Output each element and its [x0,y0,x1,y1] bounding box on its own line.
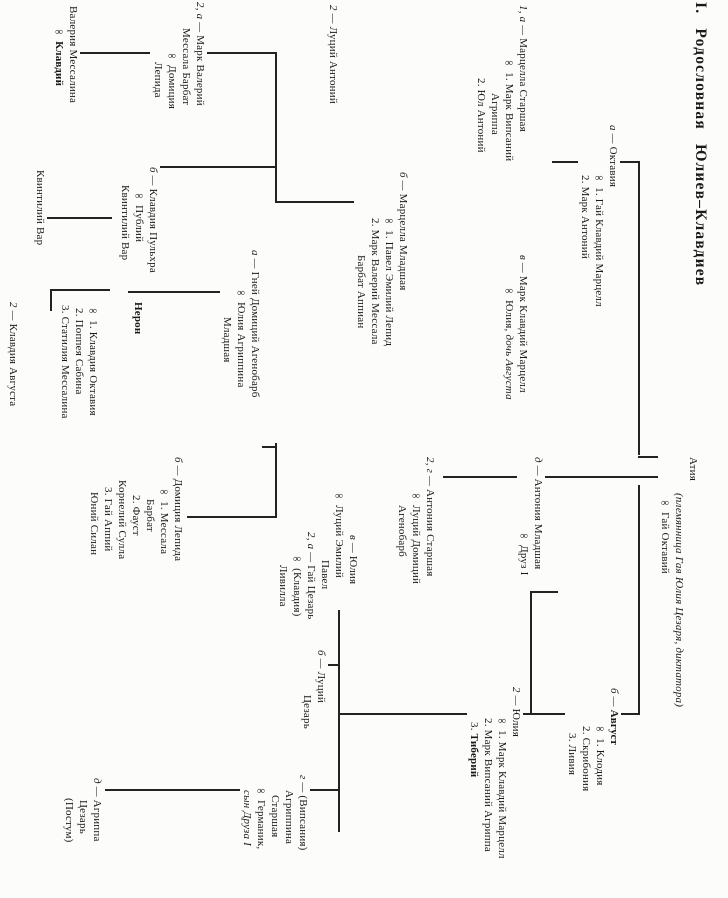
person-kvintilij-var [33,170,47,245]
text-line: ∞ Луций Домиций [410,490,422,585]
person-mark-valerij-messala-barbat [151,2,207,109]
text-line: ∞ Юлия Агриппина [235,287,247,388]
person-marcella-starshaya [474,3,530,161]
person-atia [658,455,700,707]
text-line: Юний Силан [88,492,100,556]
person-marcella-mladshaya [354,170,410,346]
text-line: Павел [319,560,331,590]
text-line: ∞ 1. Марк Випсаний [503,57,515,162]
text-line: ∞ Публий [133,190,145,243]
person-lucij-antonij [326,5,340,104]
text-line: 2, а — Марк Валерий [194,2,206,106]
text-line: б — Луций [315,650,327,703]
text-line: 2. Скрибония [580,726,592,792]
person-lucij-cezar [300,648,328,729]
text-line: 2. Поппея Сабина [73,308,85,395]
text-line: 3. Гай Аппий [102,487,114,552]
tree-line [262,446,277,448]
text-line: ∞ 1. Марк Клавдий Марцелл [496,715,508,859]
text-line: Агенобарб [396,505,408,557]
tree-line [207,52,277,54]
person-yulia-mladshaya [318,490,360,589]
person-valeria-messalina [52,6,80,103]
text-line: Нерон [132,302,144,335]
person-agrippa-postum [62,778,104,843]
person-avgust [565,688,621,791]
text-line: 2. Фауст [130,495,142,536]
text-line: Мессала Барбат [180,28,192,106]
text-line: Валерия Мессалина [67,6,79,104]
text-line: а — Октавия [607,125,619,188]
tree-line [327,664,340,666]
tree-line [187,516,277,518]
tree-line [530,591,532,715]
text-line: 1, а — Марцелла Старшая [517,5,529,132]
text-line: 2. Марк Випсаний Агриппа [482,718,494,852]
text-line: Цезарь [301,695,313,729]
text-line: в — Юлия [347,535,359,585]
text-line: 2. Юл Антоний [475,78,487,153]
text-line: ∞ Германик, [255,785,267,850]
tree-line [47,217,112,219]
text-line: ∞ 1. Павел Эмилий Лепид [383,215,395,347]
text-line: 2, а — Гай Цезарь [305,532,317,620]
text-line: г — (Випсания) [297,775,309,851]
text-line: ∞ Луций Эмилий [333,490,345,579]
text-line: ∞ 1. Гай Клавдий Марцелл [593,172,605,307]
text-line: Квинтилий Вар [119,185,131,261]
text-line: ∞ 1. Клавдия Октавия [87,305,99,416]
text-line: в — Марк Клавдий Марцелл [517,255,529,393]
text-line: 2. Марк Антоний [579,175,591,259]
person-gnej-domicij-agenobarb [220,250,262,398]
person-neron-spouses [58,305,100,419]
text-line: Барбат Аппиан [355,255,367,329]
text-line: 3. Ливия [566,733,578,776]
person-domicia-lepida [87,457,185,561]
tree-line [50,289,52,311]
text-line: Младшая [221,317,233,363]
text-line: ∞ Гай Октавий [659,497,671,574]
tree-line [638,485,640,715]
person-oktavia [578,123,620,307]
tree-line [530,591,558,593]
text-line: б — Клавдия Пульхра [147,167,159,273]
tree-line [128,291,228,293]
text-line: Атия [687,457,699,481]
text-line: б — Марцелла Младшая [397,172,409,291]
text-line: Агриппина [283,790,295,845]
text-line: Квинтилий Вар [34,170,46,246]
person-klavdia-pulhra [118,165,160,273]
person-gaj-cezar [276,530,318,620]
text-line: Ливилла [277,565,289,607]
text-line: ∞ Клавдий [53,26,65,87]
text-line: ∞ 1. Клодия [594,723,606,786]
text-line: ∞ 1. Мессала [158,486,170,555]
tree-line [50,289,110,291]
text-line: ∞ Домиция [166,50,178,110]
text-line: Цезарь [77,800,89,834]
text-line: 2, г — Антония Старшая [424,457,436,577]
text-line: 2 — Юлия [510,687,522,737]
person-yulia-doch-avgusta [467,687,523,859]
text-line: (племянница Гая Юлия Цезаря, диктатора) [673,493,685,708]
tree-line [158,166,277,168]
text-line: 2 — Луций Антоний [327,5,339,104]
person-klavdia-avgusta [6,302,20,406]
person-agrippina-starshaya [240,773,310,851]
text-line: 3. Тиберий [468,722,480,778]
text-line: 2. Марк Валерий Мессала [369,218,381,345]
text-line: Лепида [152,62,164,98]
text-line: а — Гней Домиций Агенобарб [249,250,261,398]
tree-line [338,610,340,832]
tree-line [275,52,277,203]
text-line: б — Август [608,688,620,746]
text-line: д — Агриппа [91,778,103,842]
tree-line [638,162,640,455]
text-line: б — Домиция Лепида [172,457,184,562]
tree-line [275,443,277,518]
person-antonia-mladshaya [517,455,545,575]
text-line: (Постум) [63,798,75,843]
text-line: д — Антония Младшая [532,457,544,570]
person-mark-klavdij-marcell [502,253,530,400]
text-line: Агриппа [489,93,501,135]
person-antonia-starshaya [395,455,437,584]
text-line: Корнелий Сулла [116,480,128,560]
text-line: сын Друза I [241,790,253,847]
page-title: I. Родословная Юлиев–Клавдиев [688,2,712,286]
tree-line [443,476,687,478]
text-line: ∞ Друз I [518,530,530,576]
text-line: Барбат [144,499,156,532]
text-line: 2 — Клавдия Августа [7,302,19,407]
text-line: ∞ (Клавдия) [291,553,303,617]
text-line: ∞ Юлия, дочь Августа [503,285,515,400]
text-line: Старшая [269,795,281,838]
text-line: 3. Статилия Мессалина [59,305,71,419]
person-neron-name [131,302,145,334]
